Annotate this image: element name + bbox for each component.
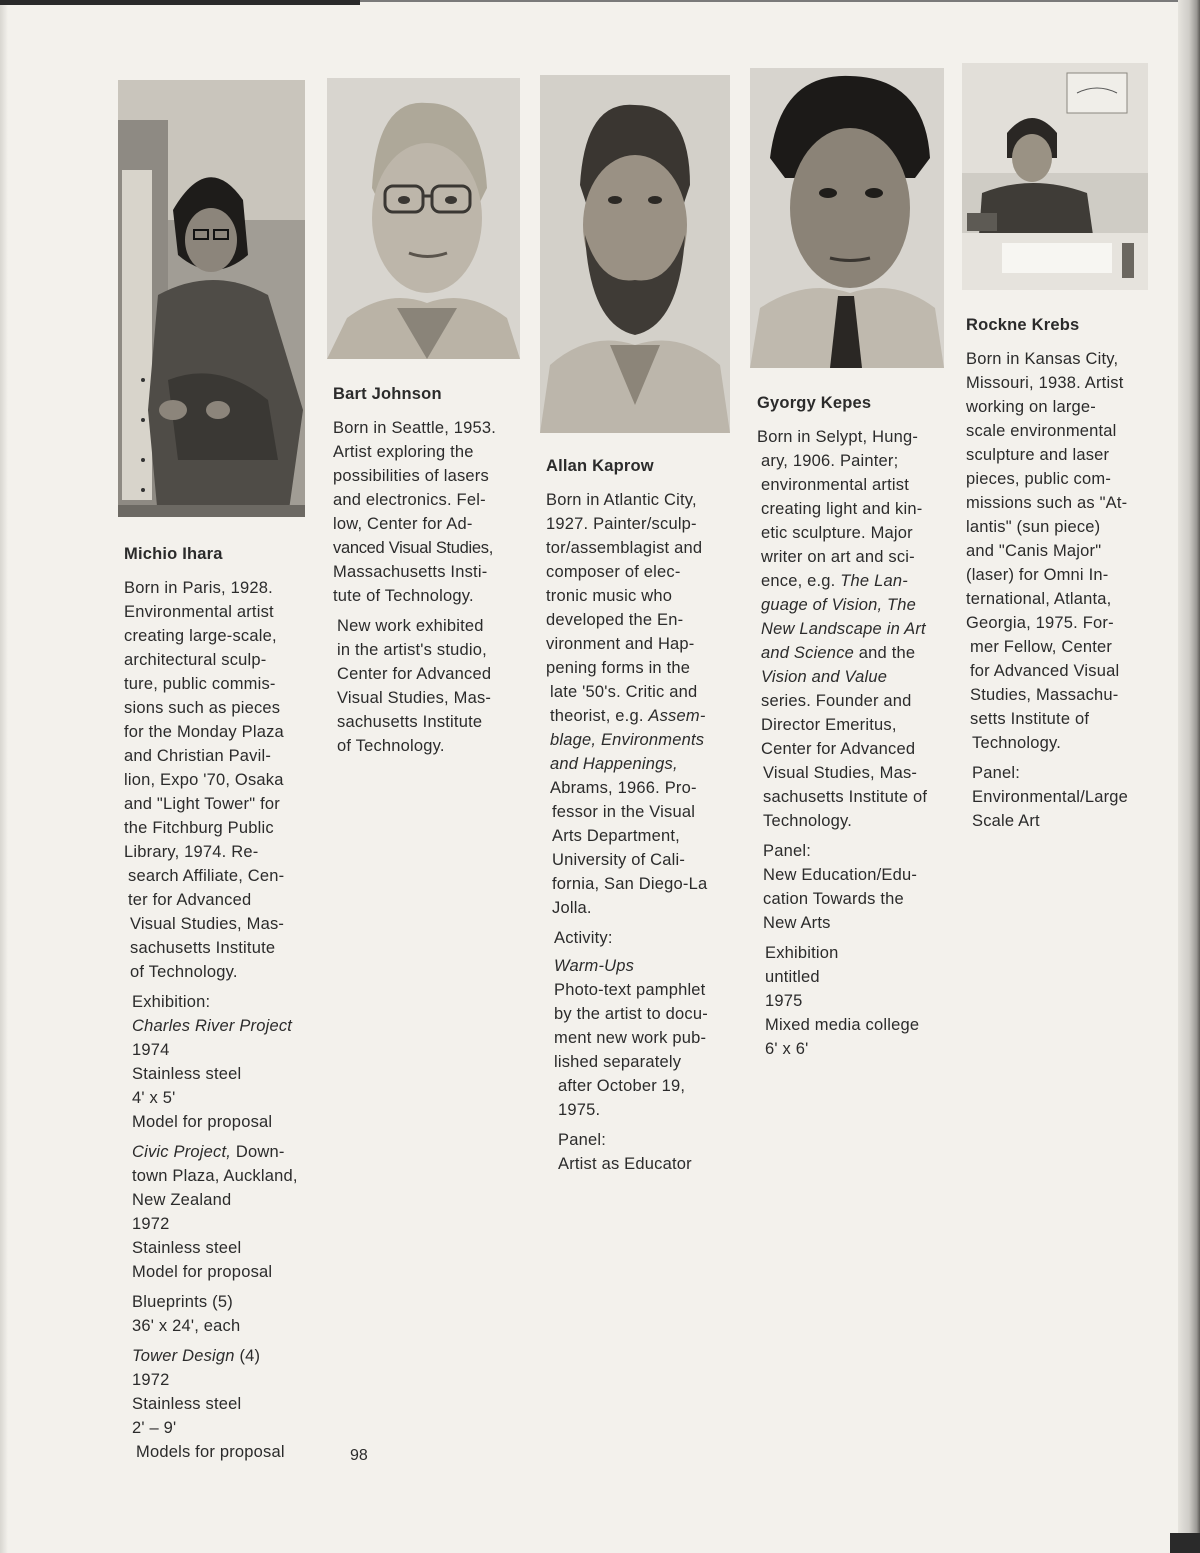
artist-name: Rockne Krebs bbox=[966, 316, 1080, 334]
activity: Activity: Warm-Ups Photo-text pamphlet by the artist to docu- ment new work pub- lished separately after October 19, 1975. Panel: Artist as Educator bbox=[546, 926, 746, 1176]
artist-bio: Born in Kansas City, Missouri, 1938. Artist working on large- scale environmental sculpture and laser pieces, public com- missions such as "At- lantis" (sun piece) and "Canis Major" (laser) for Omni In- ternational, Atlanta, Georgia, 1975. For- mer Fellow, Center for Advanced Visual Studies, Massachu- setts Institute of Technology. bbox=[966, 350, 1128, 752]
panel: Panel: New Education/Edu- cation Towards the New Arts Exhibition untitled 1975 Mixed media college 6' x 6' bbox=[757, 839, 957, 1061]
artist-entry-rockne-krebs bbox=[966, 313, 1166, 839]
exhibition-work: Exhibition untitled 1975 Mixed media college 6' x 6' bbox=[765, 944, 920, 1058]
artist-entry-allan-kaprow bbox=[546, 454, 746, 1182]
artist-name: Michio Ihara bbox=[124, 545, 223, 563]
exhibition-work: Tower Design (4) 1972 Stainless steel 2' – 9' Models for proposal bbox=[132, 1347, 285, 1461]
panel-label: Panel: bbox=[558, 1131, 606, 1149]
bart-johnson-photo bbox=[327, 78, 520, 359]
artist-bio: Born in Seattle, 1953. Artist exploring the possibilities of lasers and electronics. Fel- low, Center for Ad- vanced Visual Studies, Massachusetts Insti- tute of Technology. bbox=[333, 419, 497, 605]
michio-ihara-photo bbox=[118, 80, 305, 517]
exhibition-work: Charles River Project 1974 Stainless steel 4' x 5' Model for proposal bbox=[132, 1017, 293, 1131]
panel: Panel: Environmental/Large Scale Art bbox=[966, 761, 1166, 833]
artist-bio: Born in Selypt, Hung- ary, 1906. Painter; environmental artist creating light and kin- etic sculpture. Major writer on art and sci- ence, e.g. The Lan- guage of Vision, The New Landscape in Art and Science and the Vision and Value series. Founder and Director Emeritus, Center for Advanced Visual Studies, Mas- sachusetts Institute of Technology. bbox=[757, 428, 928, 830]
exhibition-work: Blueprints (5) 36' x 24', each bbox=[132, 1293, 241, 1335]
exhibition-note: New work exhibited in the artist's studio, Center for Advanced Visual Studies, Mas- sachusetts Institute of Technology. bbox=[337, 617, 492, 755]
artist-entry-michio-ihara bbox=[124, 542, 324, 1470]
artist-bio: Born in Atlantic City, 1927. Painter/sculp- tor/assemblagist and composer of elec- tronic music who developed the En- vironment and Hap- pening forms in the late '50's. Critic and theorist, e.g. Assem- blage, Environments and Happenings, Abrams, 1966. Pro- fessor in the Visual Arts Department, University of Cali- fornia, San Diego-La Jolla. bbox=[546, 491, 708, 917]
panel-title: Artist as Educator bbox=[558, 1155, 692, 1173]
artist-bio: Born in Paris, 1928. Environmental artist creating large-scale, architectural sculp- ture, public commis- sions such as pieces for the Monday Plaza and Christian Pavil- lion, Expo '70, Osaka and "Light Tower" for the Fitchburg Public Library, 1974. Re- search Affiliate, Cen- ter for Advanced Visual Studies, Mas- sachusetts Institute of Technology. bbox=[124, 579, 285, 981]
artist-entry-bart-johnson bbox=[333, 382, 533, 764]
exhibition-label: Exhibition: bbox=[132, 993, 211, 1011]
page-edge-left bbox=[0, 0, 8, 1553]
page-edge-bottom bbox=[1170, 1533, 1200, 1553]
artist-name: Gyorgy Kepes bbox=[757, 394, 872, 412]
artist-name: Bart Johnson bbox=[333, 385, 442, 403]
page-edge-right bbox=[1178, 0, 1200, 1553]
exhibition-list bbox=[124, 990, 324, 1464]
page-edge-top bbox=[0, 0, 360, 5]
activity-label: Activity: bbox=[554, 929, 613, 947]
allan-kaprow-photo bbox=[540, 75, 730, 433]
page-number: 98 bbox=[350, 1447, 368, 1464]
rockne-krebs-photo bbox=[962, 63, 1148, 290]
artist-entry-gyorgy-kepes bbox=[757, 391, 957, 1067]
artist-name: Allan Kaprow bbox=[546, 457, 654, 475]
panel-label: Panel: bbox=[763, 842, 811, 860]
gyorgy-kepes-photo bbox=[750, 68, 944, 368]
panel-label: Panel: bbox=[972, 764, 1020, 782]
page-edge-top-thin bbox=[360, 0, 1200, 2]
exhibition-work: Civic Project, Down- town Plaza, Auckland, New Zealand 1972 Stainless steel Model for proposal bbox=[132, 1143, 298, 1281]
